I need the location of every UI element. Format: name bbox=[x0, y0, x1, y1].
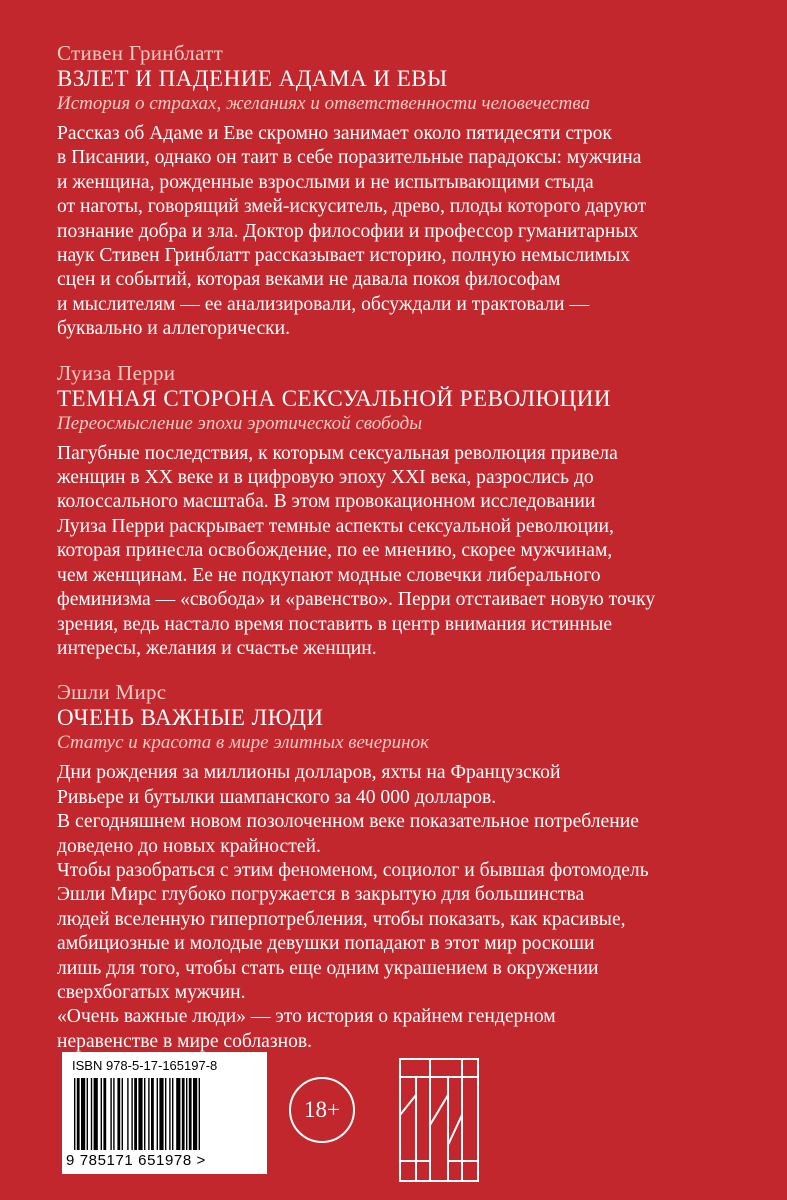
description-line: колоссального масштаба. В этом провокационном исследовании bbox=[57, 491, 596, 513]
book-author: Эшли Мирс bbox=[57, 680, 167, 705]
publisher-logo-icon bbox=[396, 1055, 482, 1185]
description-line: людей вселенную гиперпотребления, чтобы показать, как красивые, bbox=[57, 908, 626, 930]
book-block bbox=[57, 679, 747, 1054]
description-line: неравенстве в мире соблазнов. bbox=[57, 1030, 313, 1052]
description-line: Дни рождения за миллионы долларов, яхты на Французской bbox=[57, 762, 561, 784]
description-line: В сегодняшнем новом позолоченном веке показательное потребление bbox=[57, 811, 639, 833]
description-line: лишь для того, чтобы стать еще одним украшением в окружении bbox=[57, 957, 599, 979]
description-line: зрения, ведь настало время поставить в центр внимания истинные bbox=[57, 613, 613, 635]
back-cover-text bbox=[57, 40, 747, 1072]
book-subtitle: Статус и красота в мире элитных вечеринок bbox=[57, 732, 429, 754]
barcode-panel bbox=[62, 1052, 267, 1174]
description-line: Ривьере и бутылки шампанского за 40 000 долларов. bbox=[57, 786, 497, 808]
book-subtitle: Переосмысление эпохи эротической свободы bbox=[57, 412, 423, 434]
book-description bbox=[57, 442, 747, 662]
book-subtitle: История о страхах, желаниях и ответственности человечества bbox=[57, 93, 591, 114]
description-line: и мыслителям — ее анализировали, обсуждали и трактовали — bbox=[57, 293, 590, 315]
book-author: Стивен Гринблатт bbox=[57, 41, 224, 65]
book-description bbox=[57, 761, 747, 1054]
description-line: буквально и аллегорически. bbox=[57, 318, 291, 340]
description-line: познание добра и зла. Доктор философии и профессор гуманитарных bbox=[57, 220, 639, 242]
description-line: Чтобы разобраться с этим феноменом, социолог и бывшая фотомодель bbox=[57, 859, 649, 881]
description-line: Луиза Перри раскрывает темные аспекты сексуальной революции, bbox=[57, 515, 614, 537]
description-line: и женщина, рожденные взрослыми и не испытывающими стыда bbox=[57, 171, 594, 193]
age-rating-badge bbox=[289, 1077, 355, 1143]
book-block bbox=[57, 40, 747, 342]
description-line: доведено до новых крайностей. bbox=[57, 835, 321, 857]
description-line: женщин в XX веке и в цифровую эпоху XXI века, разрослись до bbox=[57, 467, 594, 489]
barcode-icon bbox=[72, 1078, 258, 1152]
description-line: интересы, желания и счастье женщин. bbox=[57, 637, 377, 659]
description-line: от наготы, говорящий змей-искуситель, древо, плоды которого даруют bbox=[57, 196, 647, 218]
description-line: в Писании, однако он таит в себе поразительные парадоксы: мужчина bbox=[57, 147, 642, 169]
book-author: Луиза Перри bbox=[57, 360, 176, 385]
book-title: ТЕМНАЯ СТОРОНА СЕКСУАЛЬНОЙ РЕВОЛЮЦИИ bbox=[57, 385, 612, 411]
book-title: ВЗЛЕТ И ПАДЕНИЕ АДАМА И ЕВЫ bbox=[57, 66, 448, 91]
description-line: амбициозные и молодые девушки попадают в этот мир роскоши bbox=[57, 933, 595, 955]
description-line: которая принесла освобождение, по ее мнению, скорее мужчинам, bbox=[57, 540, 613, 562]
description-line: наук Стивен Гринблатт рассказывает историю, полную немыслимых bbox=[57, 245, 631, 267]
book-title: ОЧЕНЬ ВАЖНЫЕ ЛЮДИ bbox=[57, 705, 324, 731]
description-line: Эшли Мирс глубоко погружается в закрытую для большинства bbox=[57, 884, 585, 906]
book-block bbox=[57, 360, 747, 662]
description-line: сцен и событий, которая веками не давала покоя философам bbox=[57, 269, 561, 291]
barcode-digits: 9 785171 651978 > bbox=[66, 1152, 206, 1169]
description-line: Рассказ об Адаме и Еве скромно занимает около пятидесяти строк bbox=[57, 123, 612, 144]
description-line: Пагубные последствия, к которым сексуальная революция привела bbox=[57, 442, 618, 464]
book-description bbox=[57, 122, 747, 342]
description-line: сверхбогатых мужчин. bbox=[57, 981, 246, 1003]
description-line: «Очень важные люди» — это история о крайнем гендерном bbox=[57, 1006, 556, 1028]
description-line: чем женщинам. Ее не подкупают модные словечки либерального bbox=[57, 564, 601, 586]
isbn-text: ISBN 978-5-17-165197-8 bbox=[72, 1058, 218, 1073]
description-line: феминизма — «свобода» и «равенство». Перри отстаивает новую точку bbox=[57, 589, 656, 611]
age-rating-text: 18+ bbox=[304, 1097, 340, 1122]
